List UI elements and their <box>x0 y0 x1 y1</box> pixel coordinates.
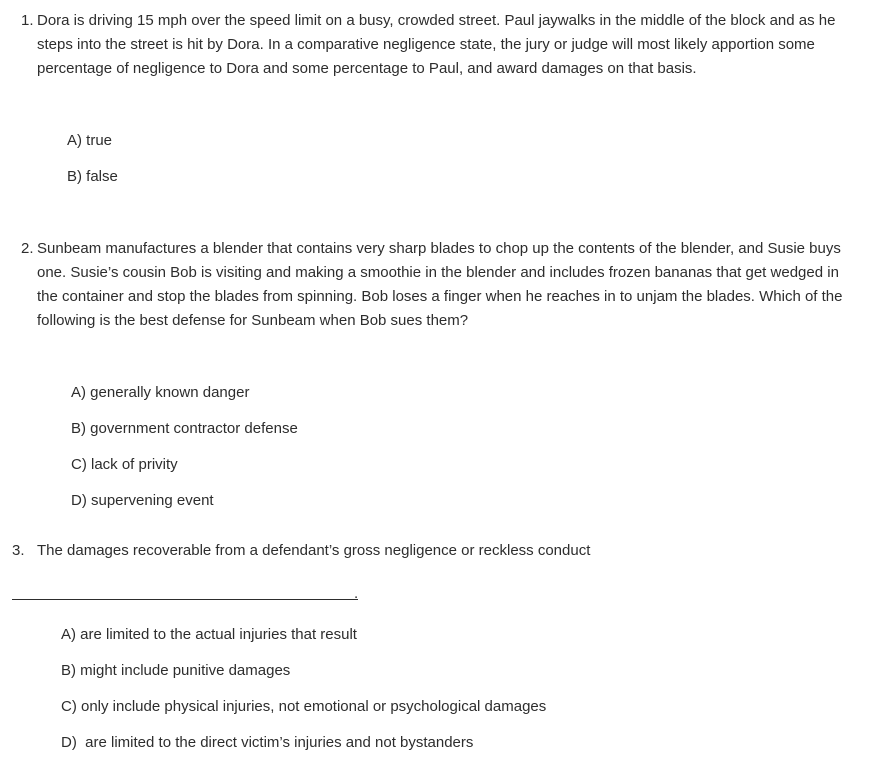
question-3-number: 3. <box>12 542 25 559</box>
question-2-option-c[interactable]: C) lack of privity <box>71 456 178 473</box>
question-1-option-a[interactable]: A) true <box>67 132 113 149</box>
answer-blank-line <box>12 599 358 600</box>
question-3-option-c[interactable]: C) only include physical injuries, not emotional or psychological damages <box>61 698 547 715</box>
question-3-option-a[interactable]: A) are limited to the actual injuries that result <box>61 626 357 643</box>
question-1-option-b[interactable]: B) false <box>67 168 118 185</box>
question-2-number: 2. <box>21 240 34 257</box>
question-3-option-b[interactable]: B) might include punitive damages <box>61 662 291 679</box>
question-2 <box>21 237 851 333</box>
question-3-text: The damages recoverable from a defendant’s gross negligence or reckless conduct <box>37 542 591 559</box>
question-1 <box>21 9 851 81</box>
question-2-option-d[interactable]: D) supervening event <box>71 492 214 509</box>
question-3-option-d[interactable]: D) are limited to the direct victim’s injuries and not bystanders <box>61 734 474 751</box>
question-2-text: Sunbeam manufactures a blender that contains very sharp blades to chop up the contents of the blender, and Susie buys one. Susie’s cousin Bob is visiting and making a smoothie in the blender and includes frozen bananas that get wedged in the container and stop the blades from spinning. Bob loses a finger when he reaches in to unjam the blades. Which of the following is the best defense for Sunbeam when Bob sues them? <box>37 240 843 329</box>
question-2-option-b[interactable]: B) government contractor defense <box>71 420 298 437</box>
question-1-text: Dora is driving 15 mph over the speed limit on a busy, crowded street. Paul jaywalks in the middle of the block and as he steps into the street is hit by Dora. In a comparative negligence state, the jury or judge will most likely apportion some percentage of negligence to Dora and some percentage to Paul, and award damages on that basis. <box>37 12 836 77</box>
question-3 <box>12 539 842 563</box>
question-1-number: 1. <box>21 12 34 29</box>
answer-blank-period: . <box>354 585 359 602</box>
question-2-option-a[interactable]: A) generally known danger <box>71 384 250 401</box>
